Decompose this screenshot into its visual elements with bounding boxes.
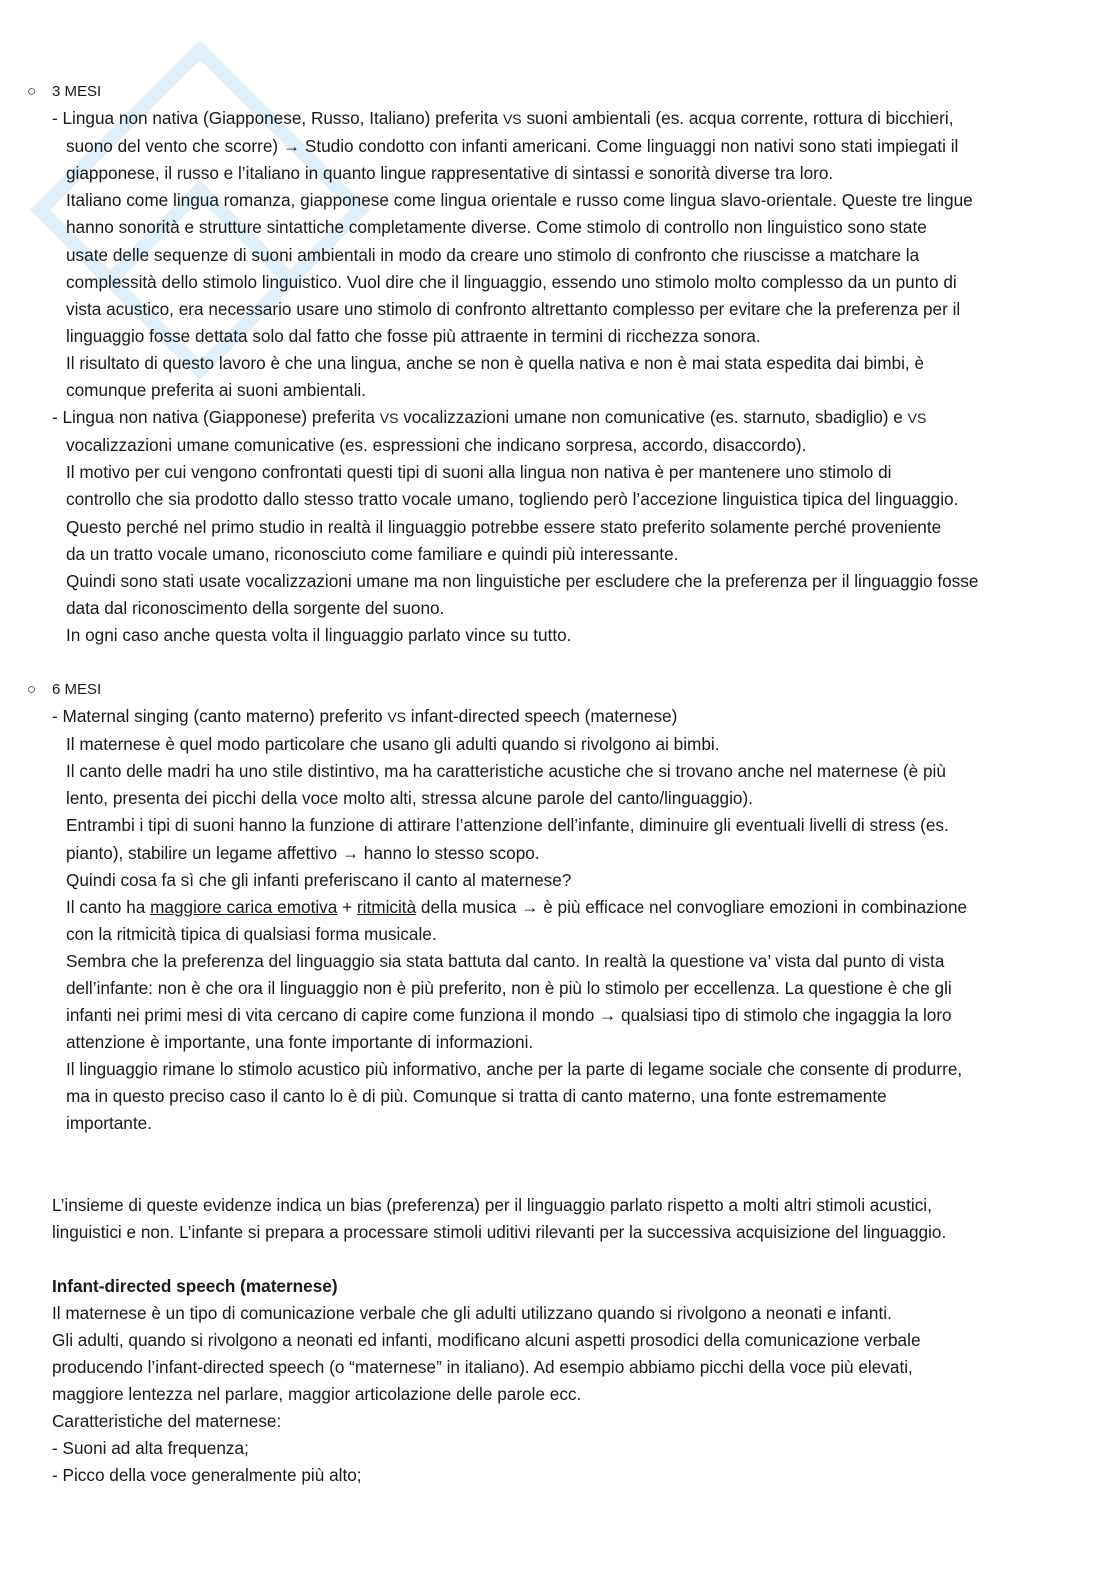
line: attenzione è importante, una fonte importante di informazioni. [66,1032,534,1053]
circle-bullet-icon: ○ [27,83,37,100]
line: pianto), stabilire un legame affettivo → hanno lo stesso scopo. [66,842,540,863]
section-heading: Infant-directed speech (maternese) [52,1275,338,1296]
right-arrow-icon: → [341,842,359,863]
line: - Lingua non nativa (Giapponese, Russo, Italiano) preferita VS suoni ambientali (es. acqua corrente, rottura di bicchieri, [52,108,954,129]
line: In ogni caso anche questa volta il linguaggio parlato vince su tutto. [66,624,572,645]
line: controllo che sia prodotto dallo stesso tratto vocale umano, togliendo però l’accezione linguistica tipica del linguaggio. [66,489,959,510]
section-3-mesi-heading: ○ 3 MESI [52,78,1062,105]
spacer [52,1138,1062,1192]
line: Quindi cosa fa sì che gli infanti preferiscano il canto al maternese? [66,869,572,890]
line: giapponese, il russo e l’italiano in quanto lingue rappresentative di sintassi e sonorità diverse tra loro. [66,163,834,184]
line: da un tratto vocale umano, riconosciuto come familiare e quindi più interessante. [66,543,679,564]
vs-label: VS [502,111,522,128]
line: lento, presenta dei picchi della voce molto alti, stressa alcune parole del canto/linguaggio). [66,788,753,809]
section-6-mesi-heading: ○ 6 MESI [52,676,1062,703]
line: Entrambi i tipi di suoni hanno la funzione di attirare l’attenzione dell’infante, diminuire gli eventuali livelli di stress (es. [66,815,949,836]
vs-label: VS [379,410,399,427]
document-body [27,78,1062,1490]
line: suono del vento che scorre) → Studio condotto con infanti americani. Come linguaggi non nativi sono stati impiegati il [66,136,959,157]
line: Sembra che la preferenza del linguaggio sia stata battuta dal canto. In realtà la questione va’ vista dal punto di vista [66,950,945,971]
line: Gli adulti, quando si rivolgono a neonati ed infanti, modificano alcuni aspetti prosodici della comunicazione verbale [52,1329,921,1350]
line: infanti nei primi mesi di vita cercano di capire come funziona il mondo → qualsiasi tipo di stimolo che ingaggia la loro [66,1005,952,1026]
summary-line: linguistici e non. L’infante si prepara a processare stimoli uditivi rilevanti per la successiva acquisizione del linguaggio. [52,1221,947,1242]
line: Italiano come lingua romanza, giapponese come lingua orientale e russo come lingua slavo-orientale. Queste tre lingue [66,190,973,211]
right-arrow-icon: → [282,136,301,157]
right-arrow-icon: → [599,1005,617,1026]
line: Il maternese è quel modo particolare che usano gli adulti quando si rivolgono ai bimbi. [66,734,720,755]
line: complessità dello stimolo linguistico. Vuol dire che il linguaggio, essendo uno stimolo molto complesso da un punto di [66,271,957,292]
line: Questo perché nel primo studio in realtà il linguaggio potrebbe essere stato preferito solamente perché proveniente [66,516,942,537]
list-item: - Picco della voce generalmente più alto; [52,1465,362,1486]
line: vista acustico, era necessario usare uno stimolo di confronto altrettanto complesso per evitare che la preferenza per il [66,298,961,319]
line: vocalizzazioni umane comunicative (es. espressioni che indicano sorpresa, accordo, disaccordo). [66,435,807,456]
line: linguaggio fosse dettata solo dal fatto che fosse più attraente in termini di ricchezza sonora. [66,325,761,346]
line: ma in questo preciso caso il canto lo è di più. Comunque si tratta di canto materno, una fonte estremamente [66,1086,887,1107]
line: data dal riconoscimento della sorgente del suono. [66,597,445,618]
vs-label: VS [387,709,407,726]
line: dell’infante: non è che ora il linguaggio non è più preferito, non è più lo stimolo per eccellenza. La questione è che gli [66,978,952,998]
line: - Maternal singing (canto materno) preferito VS infant-directed speech (maternese) [52,706,678,727]
vs-label: VS [907,410,927,427]
underlined-phrase: ritmicità [356,896,417,917]
spacer [52,1246,1062,1273]
line: maggiore lentezza nel parlare, maggior articolazione delle parole ecc. [52,1384,582,1405]
line: Il risultato di questo lavoro è che una lingua, anche se non è quella nativa e non è mai stata espedita dai bimbi, è [66,352,925,373]
line: Il canto ha maggiore carica emotiva + ritmicità della musica → è più efficace nel convogliare emozioni in combinazione [66,896,968,917]
line: Caratteristiche del maternese: [52,1411,282,1432]
line: - Lingua non nativa (Giapponese) preferita VS vocalizzazioni umane non comunicative (es. starnuto, sbadiglio) e VS [52,407,927,428]
line: hanno sonorità e strutture sintattiche completamente diverse. Come stimolo di controllo non linguistico sono state [66,217,927,238]
line: importante. [66,1113,152,1134]
line: Quindi sono stati usate vocalizzazioni umane ma non linguistiche per escludere che la preferenza per il linguaggio fosse [66,570,979,591]
summary-line: L’insieme di queste evidenze indica un bias (preferenza) per il linguaggio parlato rispetto a molti altri stimoli acustici, [52,1194,932,1215]
line: con la ritmicità tipica di qualsiasi forma musicale. [66,923,437,944]
line: Il linguaggio rimane lo stimolo acustico più informativo, anche per la parte di legame sociale che consente di produrre, [66,1059,963,1080]
line: comunque preferita ai suoni ambientali. [66,380,367,401]
circle-bullet-icon: ○ [27,680,37,698]
line: usate delle sequenze di suoni ambientali in modo da creare uno stimolo di confronto che riuscisse a matchare la [66,244,920,265]
spacer [52,649,1062,676]
right-arrow-icon: → [521,896,539,917]
line: producendo l’infant-directed speech (o “maternese” in italiano). Ad esempio abbiamo picchi della voce più elevati, [52,1357,913,1378]
line: Il motivo per cui vengono confrontati questi tipi di suoni alla lingua non nativa è per mantenere uno stimolo di [66,462,892,483]
list-item: - Suoni ad alta frequenza; [52,1438,249,1459]
line: Il maternese è un tipo di comunicazione verbale che gli adulti utilizzano quando si rivolgono a neonati e infanti. [52,1302,892,1323]
underlined-phrase: maggiore carica emotiva [150,896,338,917]
line: Il canto delle madri ha uno stile distintivo, ma ha caratteristiche acustiche che si trovano anche nel maternese (è più [66,761,946,782]
